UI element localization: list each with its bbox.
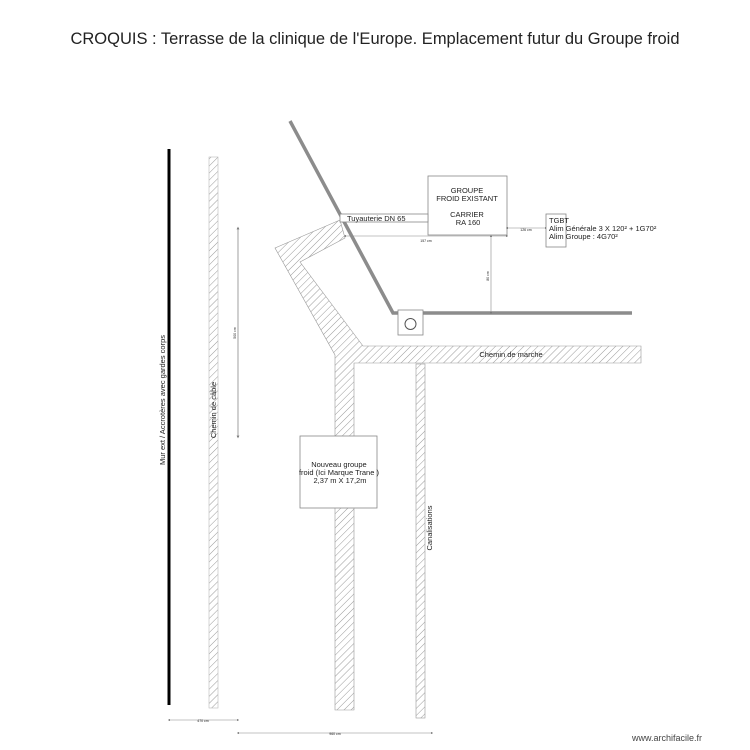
- dimension-bottom-left-label: 470 cm: [197, 719, 209, 723]
- roof-unit-circle-icon: [405, 319, 416, 330]
- dimension-cable-run-label: 500 cm: [233, 327, 237, 339]
- canalisations-label: Canalisations: [425, 505, 434, 551]
- tgbt-alim-generale: Alim Générale 3 X 120² + 1G70²: [549, 224, 657, 233]
- dimension-existant-tgbt-label: 157 cm: [420, 239, 432, 243]
- chemin-de-cable-label: Chemin de câble: [209, 381, 218, 439]
- groupe-froid-existant-label: GROUPE FROID EXISTANT CARRIER RA 160: [436, 186, 498, 227]
- canalisations-strip: [416, 364, 425, 718]
- nouveau-groupe-froid-label: Nouveau groupe froid (Ici Marque Trane ) 2,37 m X 17,2m: [298, 460, 379, 485]
- dimension-vertical-wall-label: 80 cm: [486, 271, 490, 281]
- tgbt-title: TGBT: [549, 216, 569, 225]
- mur-ext-label: Mur ext / Accrotères avec gardes corps: [158, 334, 167, 466]
- dimension-tgbt-gap-label: 126 cm: [520, 228, 532, 232]
- chemin-de-marche-label: Chemin de marche: [479, 350, 543, 359]
- tgbt-alim-groupe: Alim Groupe : 4G70²: [549, 232, 618, 241]
- page-title: CROQUIS : Terrasse de la clinique de l'Europe. Emplacement futur du Groupe froid: [70, 30, 680, 48]
- tuyauterie-label: Tuyauterie DN 65: [347, 214, 406, 223]
- dimension-bottom-wide-label: 960 cm: [329, 732, 341, 736]
- watermark: www.archifacile.fr: [631, 733, 702, 743]
